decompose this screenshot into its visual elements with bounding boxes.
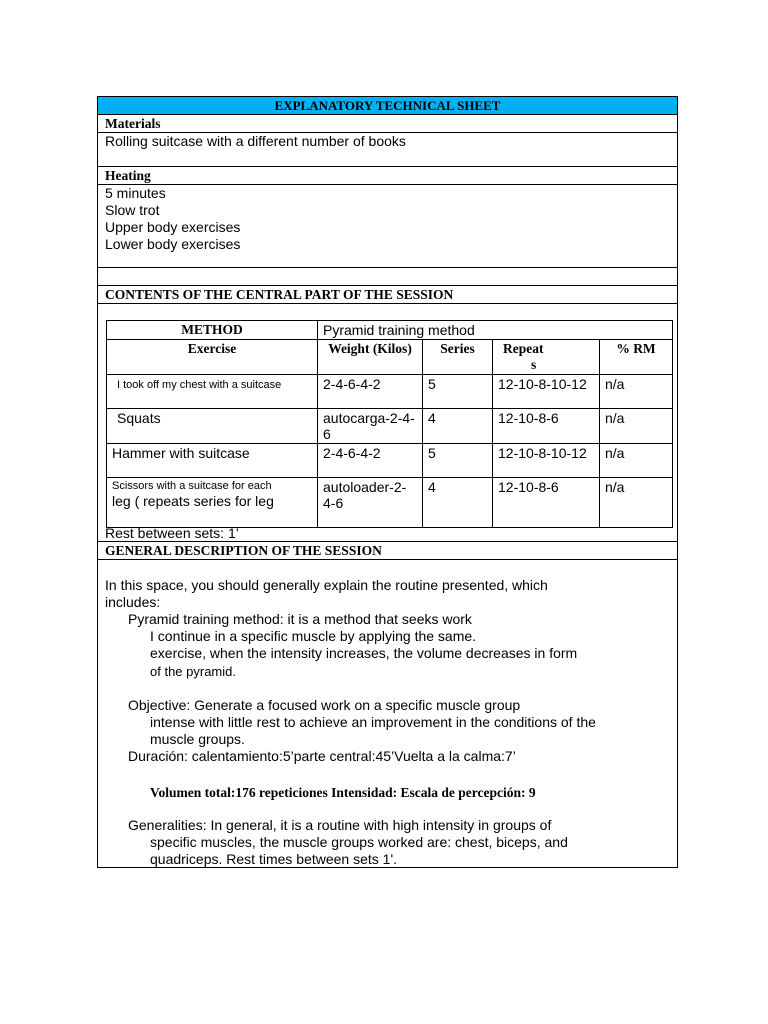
repeats-cell: 12-10-8-6 xyxy=(493,409,600,444)
repeats-cell: 12-10-8-6 xyxy=(493,478,600,528)
materials-text: Rolling suitcase with a different number of books xyxy=(98,133,677,167)
bullet-generalities xyxy=(128,817,551,834)
col-repeats-l1: Repeat xyxy=(503,341,544,356)
exercise-cell: Squats xyxy=(107,409,318,444)
series-cell: 4 xyxy=(423,409,493,444)
col-repeats xyxy=(493,340,600,375)
method-label: METHOD xyxy=(107,321,318,340)
weight-cell: 2-4-6-4-2 xyxy=(318,444,423,478)
bullet-text: Objective: Generate a focused work on a specific muscle group xyxy=(128,697,521,713)
rm-cell: n/a xyxy=(600,409,673,444)
content-row-border xyxy=(98,524,677,542)
rm-cell: n/a xyxy=(600,375,673,409)
rm-cell: n/a xyxy=(600,478,673,528)
series-cell: 4 xyxy=(423,478,493,528)
rest-text: Rest between sets: 1’ xyxy=(105,525,239,541)
rm-cell: n/a xyxy=(600,444,673,478)
technical-sheet xyxy=(97,96,678,868)
repeats-cell: 12-10-8-10-12 xyxy=(493,444,600,478)
column-header-row xyxy=(107,340,673,375)
heating-line: Upper body exercises xyxy=(105,219,241,235)
bullet-cont: exercise, when the intensity increases, the volume decreases in form xyxy=(150,645,578,661)
heating-line: Lower body exercises xyxy=(105,236,241,252)
bullet-pyramid xyxy=(128,611,472,628)
exercise-cell xyxy=(107,478,318,528)
exercise-cell-main: leg ( repeats series for leg xyxy=(112,493,274,509)
bullet-cont: intense with little rest to achieve an improvement in the conditions of the xyxy=(150,714,596,730)
bullet-text: Duración: calentamiento:5’parte central:45’Vuelta a la calma:7’ xyxy=(128,748,516,764)
table-row xyxy=(107,409,673,444)
table-row xyxy=(107,478,673,528)
table-row xyxy=(107,375,673,409)
bullet-cont: specific muscles, the muscle groups worked are: chest, biceps, and xyxy=(150,834,568,850)
exercise-cell-small: Scissors with a suitcase for each xyxy=(112,480,272,492)
intro-line: includes: xyxy=(105,594,161,610)
weight-cell: 2-4-6-4-2 xyxy=(318,375,423,409)
series-cell: 5 xyxy=(423,375,493,409)
bullet-cont: muscle groups. xyxy=(150,731,245,747)
heating-list xyxy=(98,185,677,268)
intro-line: In this space, you should generally explain the routine presented, which xyxy=(105,577,548,593)
col-exercise: Exercise xyxy=(107,340,318,375)
col-series: Series xyxy=(423,340,493,375)
col-repeats-l2: s xyxy=(531,357,537,372)
bullet-objective xyxy=(128,697,520,714)
series-cell: 5 xyxy=(423,444,493,478)
table-row xyxy=(107,444,673,478)
bullet-text: Pyramid training method: it is a method that seeks work xyxy=(128,611,472,627)
col-weight: Weight (Kilos) xyxy=(318,340,423,375)
exercise-cell: I took off my chest with a suitcase xyxy=(107,375,318,409)
bullet-cont: I continue in a specific muscle by applying the same. xyxy=(150,628,477,644)
exercise-table xyxy=(106,320,673,528)
bullet-cont: of the pyramid. xyxy=(150,664,236,679)
materials-header: Materials xyxy=(98,115,677,133)
exercise-cell: Hammer with suitcase xyxy=(107,444,318,478)
weight-cell: autocarga-2-4-6 xyxy=(318,409,423,444)
general-header: GENERAL DESCRIPTION OF THE SESSION xyxy=(98,542,677,560)
repeats-cell: 12-10-8-10-12 xyxy=(493,375,600,409)
bullet-text: Generalities: In general, it is a routine with high intensity in groups of xyxy=(128,817,552,833)
blank-row xyxy=(98,268,677,286)
volume-line: Volumen total:176 repeticiones Intensidad: Escala de percepción: 9 xyxy=(150,785,536,800)
bullet-cont: quadriceps. Rest times between sets 1'. xyxy=(150,851,398,867)
contents-header: CONTENTS OF THE CENTRAL PART OF THE SESSION xyxy=(98,286,677,304)
method-row xyxy=(107,321,673,340)
bullet-duration xyxy=(128,748,516,765)
heating-header: Heating xyxy=(98,167,677,185)
heating-line: 5 minutes xyxy=(105,185,166,201)
col-rm: % RM xyxy=(600,340,673,375)
weight-cell: autoloader-2-4-6 xyxy=(318,478,423,528)
method-value: Pyramid training method xyxy=(318,321,673,340)
heating-line: Slow trot xyxy=(105,202,160,218)
sheet-title: EXPLANATORY TECHNICAL SHEET xyxy=(98,97,677,115)
